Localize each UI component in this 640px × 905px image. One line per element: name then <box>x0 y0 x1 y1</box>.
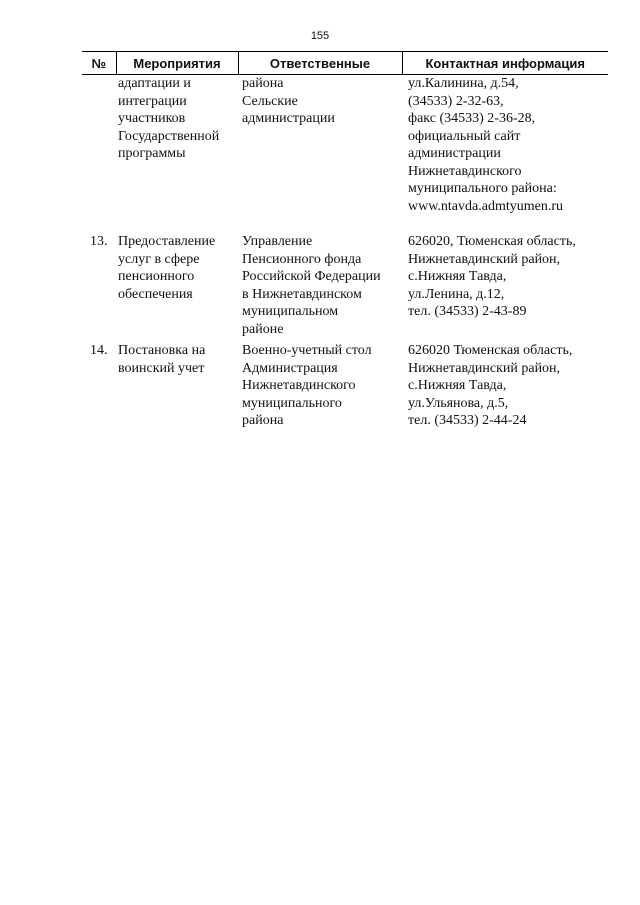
row-contact: 626020, Тюменская область, Нижнетавдинский район, с.Нижняя Тавда, ул.Ленина, д.12, тел. (34533) 2-43-89 <box>408 234 576 319</box>
row-number <box>82 75 116 234</box>
row-event: Предоставление услуг в сфере пенсионного обеспечения <box>118 234 216 302</box>
row-event: адаптации и интеграции участников Государственной программы <box>118 76 220 161</box>
row-event: Постановка на воинский учет <box>118 343 206 376</box>
header-events: Мероприятия <box>116 52 238 75</box>
row-contact: ул.Калинина, д.54, (34533) 2-32-63, факс (34533) 2-36-28, официальный сайт администрации Нижнетавдинского муниципального района: www.ntavda.admtyumen.ru <box>408 76 563 214</box>
table-row <box>82 75 608 234</box>
header-number: № <box>82 52 116 75</box>
table-header-row <box>82 52 608 75</box>
row-number: 13. <box>90 234 108 249</box>
row-contact: 626020 Тюменская область, Нижнетавдинский район, с.Нижняя Тавда, ул.Ульянова, д.5, тел. (34533) 2-44-24 <box>408 343 573 428</box>
row-number: 14. <box>90 343 108 358</box>
table-row <box>82 342 608 430</box>
row-responsible: Управление Пенсионного фонда Российской Федерации в Нижнетавдинском муниципальном районе <box>242 234 381 337</box>
header-contact: Контактная информация <box>402 52 608 75</box>
row-responsible: района Сельские администрации <box>242 76 335 126</box>
events-table <box>82 51 608 430</box>
table-row <box>82 233 608 342</box>
page-number: 155 <box>310 30 330 42</box>
header-responsible: Ответственные <box>238 52 402 75</box>
row-responsible: Военно-учетный стол Администрация Нижнетавдинского муниципального района <box>242 343 372 428</box>
